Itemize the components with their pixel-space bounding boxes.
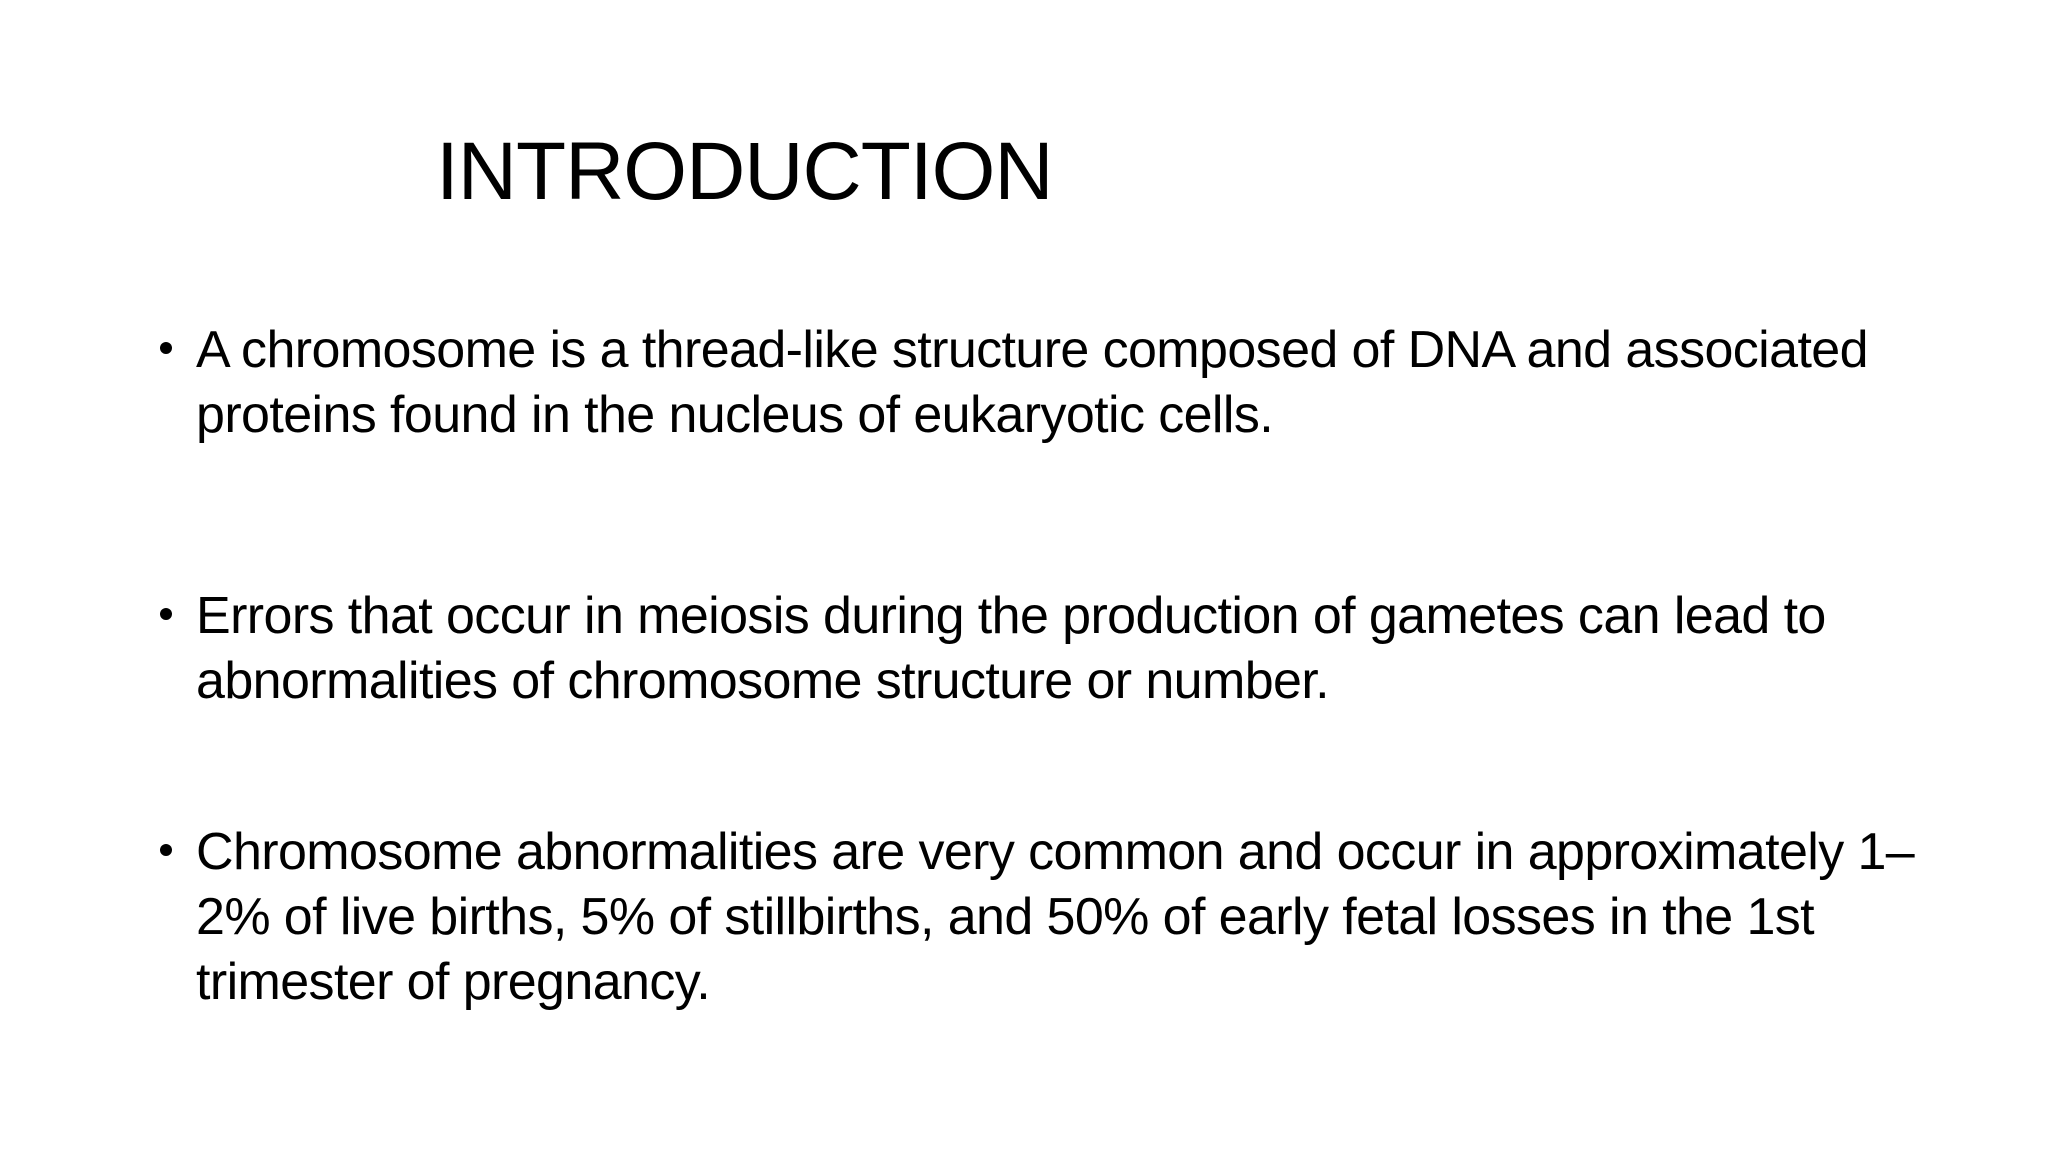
- bullet-dot-icon: [160, 844, 172, 856]
- bullet-dot-icon: [160, 342, 172, 354]
- bullet-item: [148, 584, 1948, 714]
- bullet-dot-icon: [160, 608, 172, 620]
- bullet-text: A chromosome is a thread-like structure composed of DNA and associated proteins found in the nucleus of eukaryotic cells.: [196, 321, 1868, 444]
- bullet-item: [148, 820, 1948, 1015]
- bullet-item: [148, 318, 1948, 448]
- slide-title: INTRODUCTION: [436, 126, 1053, 217]
- bullet-text: Errors that occur in meiosis during the production of gametes can lead to abnormalities of chromosome structure or number.: [196, 587, 1826, 710]
- bullet-text: Chromosome abnormalities are very common and occur in approximately 1–2% of live births, 5% of stillbirths, and 50% of early fetal losses in the 1st trimester of pregnancy.: [196, 823, 1915, 1011]
